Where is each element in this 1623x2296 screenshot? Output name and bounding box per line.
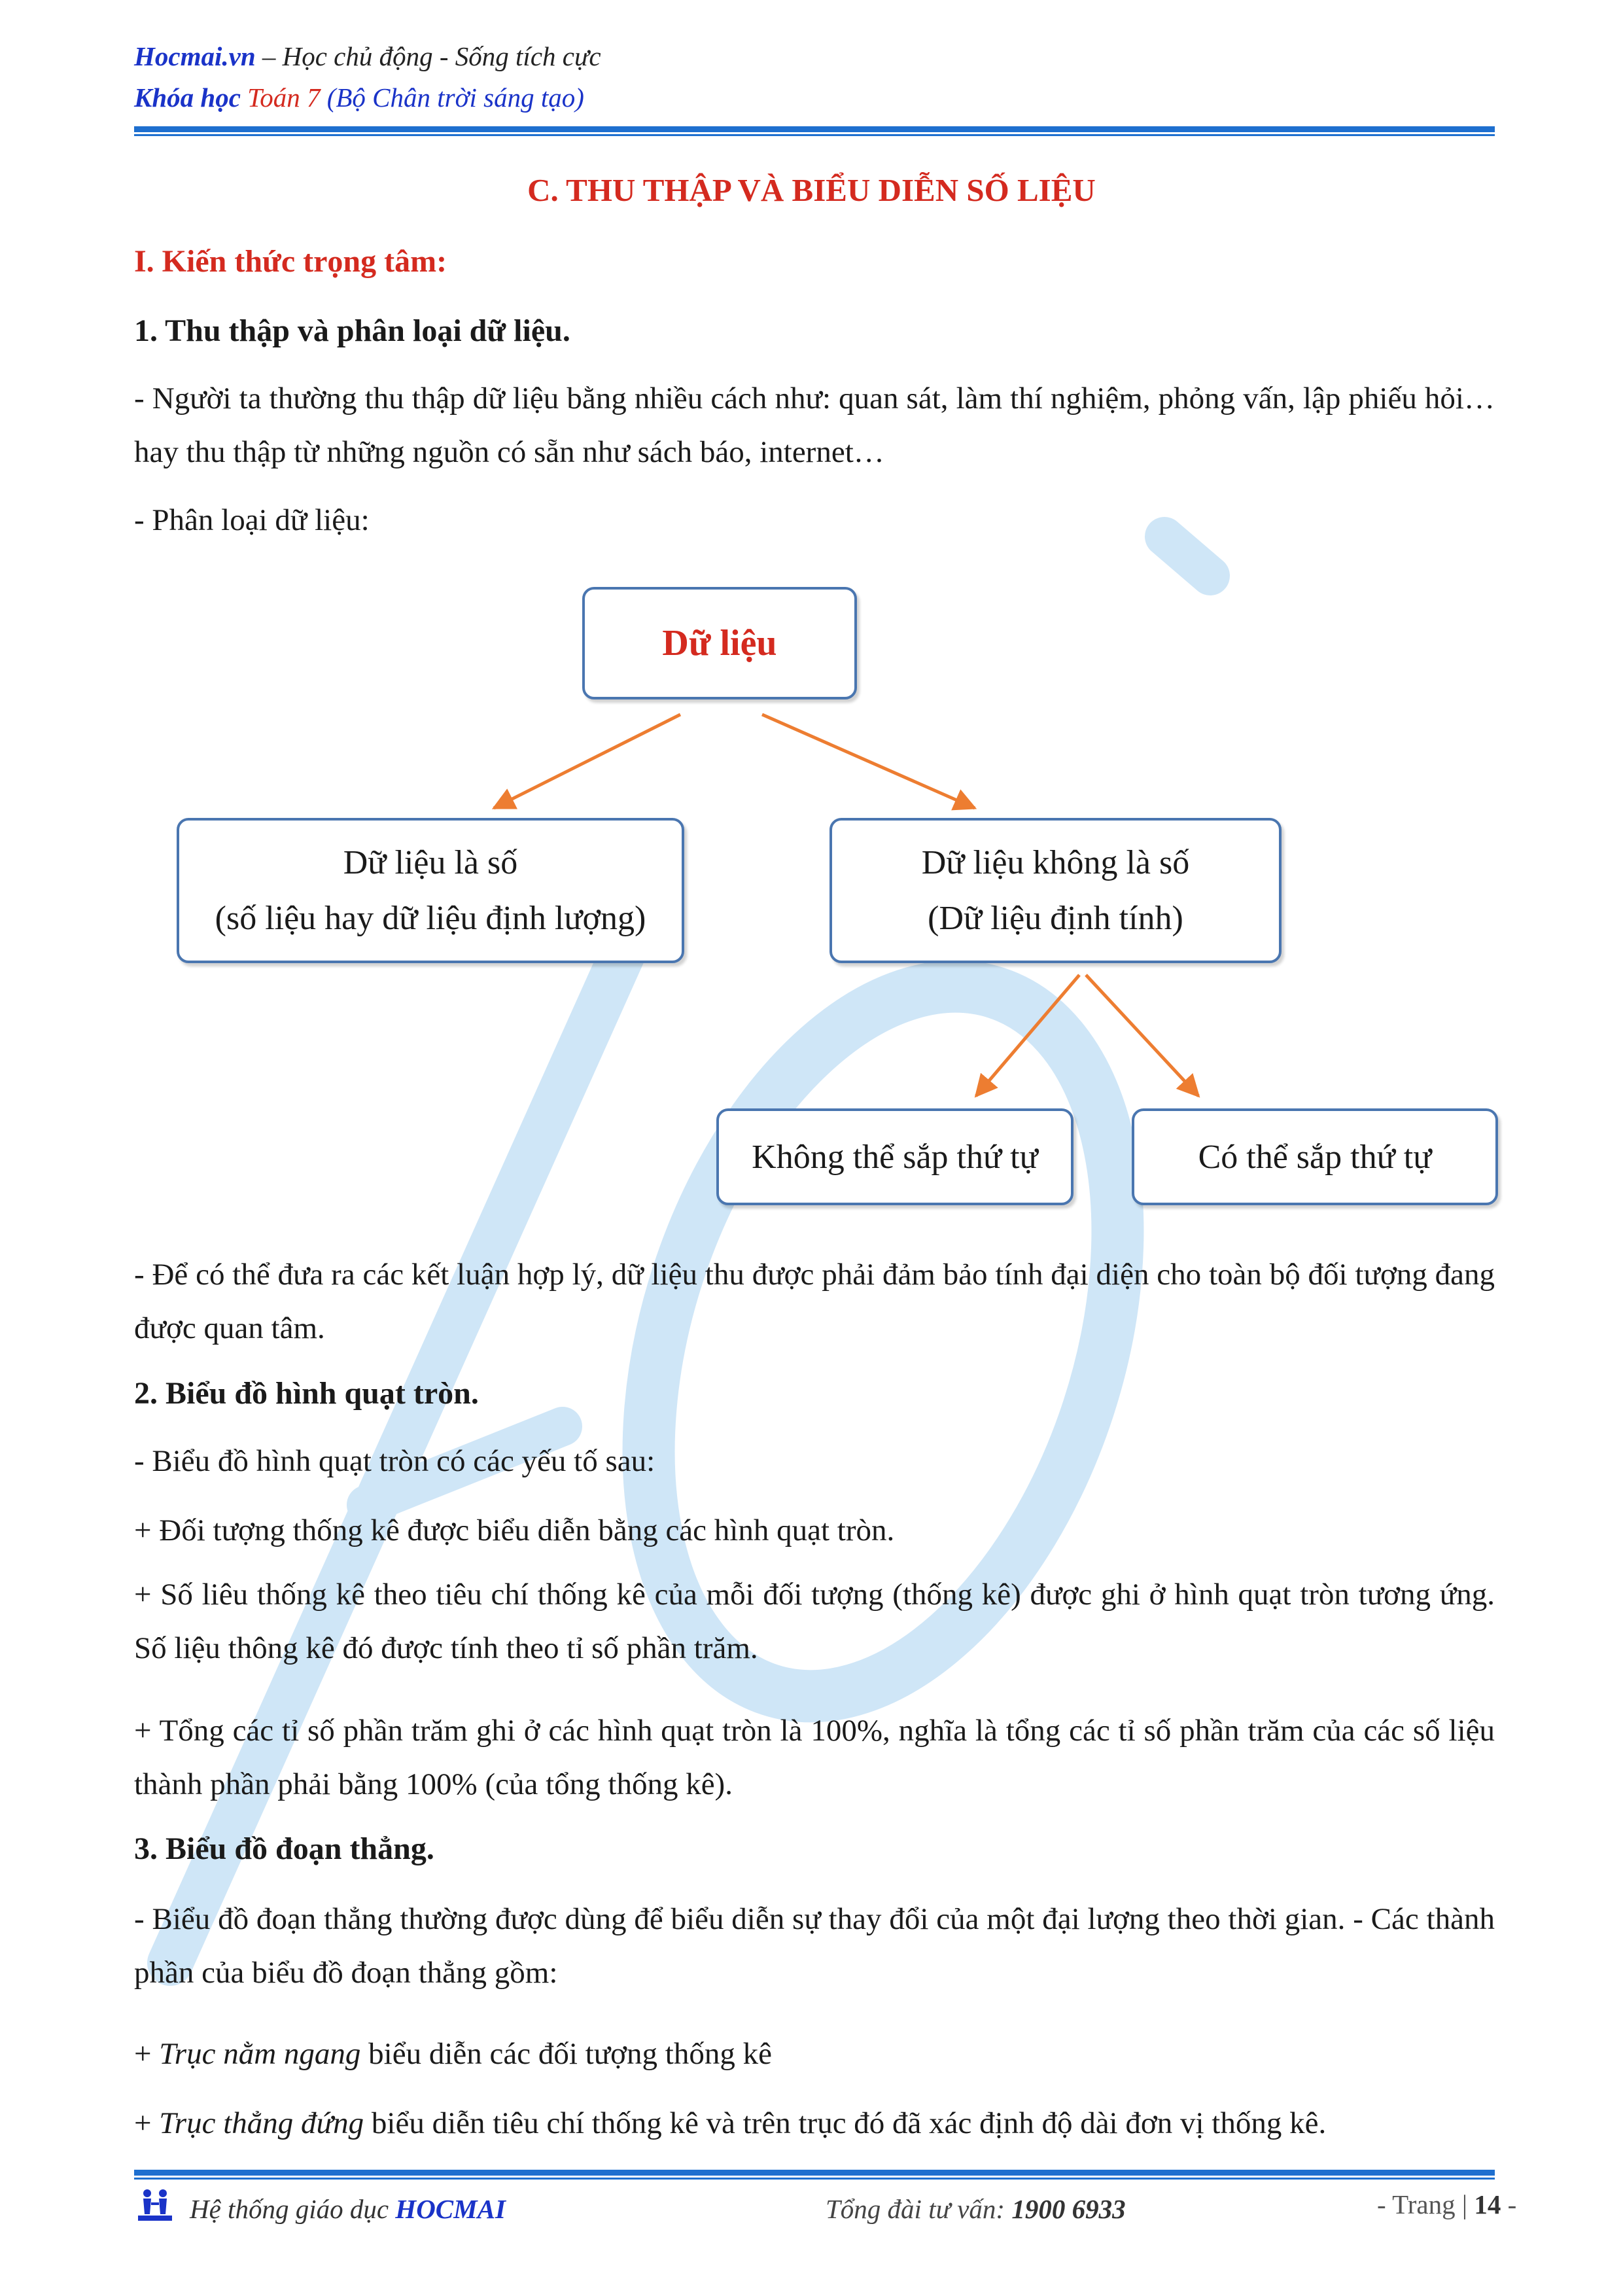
footer-phone: 1900 6933 bbox=[1011, 2194, 1126, 2224]
part-heading: I. Kiến thức trọng tâm: bbox=[134, 244, 447, 279]
diagram-nonnumeric-node bbox=[829, 818, 1282, 963]
s3-bullet2: + Trục thẳng đứng biểu diễn tiêu chí thống kê và trên trục đó đã xác định độ dài đơn vị thống kê. bbox=[134, 2106, 1327, 2140]
numeric-title: Dữ liệu là số bbox=[343, 844, 518, 881]
s3-bullet1-rest: biểu diễn các đối tượng thống kê bbox=[360, 2037, 772, 2071]
s2-bullet3: + Tổng các tỉ số phần trăm ghi ở các hình quạt tròn là 100%, nghĩa là tổng các tỉ số phần trăm của các số liệu thành phần phải bằng 100% (của tổng thống kê). bbox=[134, 1714, 1495, 1801]
arrow-root-to-nonnumeric bbox=[762, 715, 975, 808]
unordered-label: Không thể sắp thứ tự bbox=[752, 1138, 1038, 1176]
s3-bullet2-term: Trục thẳng đứng bbox=[159, 2106, 364, 2140]
s3-heading: 3. Biểu đồ đoạn thẳng. bbox=[134, 1831, 434, 1866]
s1-para2: - Phân loại dữ liệu: bbox=[134, 503, 370, 537]
header-slogan: – Học chủ động - Sống tích cực bbox=[255, 41, 601, 71]
numeric-subtitle: (số liệu hay dữ liệu định lượng) bbox=[215, 900, 646, 937]
header-course-prefix: Khóa học bbox=[134, 82, 241, 113]
s3-para: - Biểu đồ đoạn thẳng thường được dùng để biểu diễn sự thay đổi của một đại lượng theo thời gian. - Các thành phần của biểu đồ đoạn thẳng gồm: bbox=[134, 1902, 1495, 1990]
s3-bullet1-term: Trục nằm ngang bbox=[159, 2037, 361, 2071]
diagram-unordered-node bbox=[716, 1108, 1073, 1205]
page-number: 14 bbox=[1474, 2189, 1501, 2219]
s2-bullet2: + Số liêu thống kê theo tiêu chí thống kê của mỗi đối tượng (thống kê) được ghi ở hình quạt tròn tương ứng. Số liệu thông kê đó được tính theo tỉ số phần trăm. bbox=[134, 1578, 1495, 1665]
s2-intro: - Biểu đồ hình quạt tròn có các yếu tố sau: bbox=[134, 1444, 655, 1478]
header-brand[interactable]: Hocmai.vn bbox=[134, 41, 256, 71]
footer-divider-thin bbox=[134, 2178, 1495, 2180]
s1-para3: - Để có thể đưa ra các kết luận hợp lý, dữ liệu thu được phải đảm bảo tính đại diện cho toàn bộ đối tượng đang được quan tâm. bbox=[134, 1258, 1495, 1345]
s1-heading: 1. Thu thập và phân loại dữ liệu. bbox=[134, 313, 570, 348]
diagram-root-label: Dữ liệu bbox=[662, 623, 777, 663]
footer-page-prefix: - Trang | bbox=[1377, 2189, 1475, 2219]
header-course-subject: Toán 7 bbox=[240, 82, 321, 113]
footer-left-prefix: Hệ thống giáo dục bbox=[190, 2194, 396, 2224]
footer-left bbox=[190, 2193, 506, 2225]
s3-bullet2-rest: biểu diễn tiêu chí thống kê và trên trục đó đã xác định độ dài đơn vị thống kê. bbox=[364, 2106, 1327, 2140]
nonnumeric-title: Dữ liệu không là số bbox=[921, 844, 1190, 881]
nonnumeric-subtitle: (Dữ liệu định tính) bbox=[928, 900, 1183, 937]
s2-heading: 2. Biểu đồ hình quạt tròn. bbox=[134, 1376, 479, 1411]
s2-bullet1: + Đối tượng thống kê được biểu diễn bằng các hình quạt tròn. bbox=[134, 1513, 895, 1547]
diagram-ordered-node bbox=[1132, 1108, 1498, 1205]
diagram-numeric-node bbox=[177, 818, 684, 963]
footer-hotline bbox=[826, 2193, 1126, 2225]
s1-para1: - Người ta thường thu thập dữ liệu bằng nhiều cách như: quan sát, làm thí nghiệm, phỏng vấn, lập phiếu hỏi…hay thu thập từ những nguồn có sẵn như sách báo, internet… bbox=[134, 381, 1495, 469]
arrow-root-to-numeric bbox=[494, 715, 680, 808]
s3-bullet1: + Trục nằm ngang biểu diễn các đối tượng thống kê bbox=[134, 2037, 772, 2071]
hocmai-logo-icon bbox=[134, 2187, 176, 2223]
arrow-to-ordered bbox=[1086, 975, 1198, 1096]
footer-page-suffix: - bbox=[1501, 2189, 1517, 2219]
arrow-to-unordered bbox=[976, 975, 1079, 1096]
footer-page bbox=[1377, 2189, 1516, 2220]
footer-hotline-prefix: Tổng đài tư vấn: bbox=[826, 2194, 1012, 2224]
footer-brand: HOCMAI bbox=[395, 2194, 506, 2224]
header-course-book: (Bộ Chân trời sáng tạo) bbox=[320, 82, 584, 113]
diagram-root-node bbox=[582, 587, 857, 699]
section-title: C. THU THẬP VÀ BIỂU DIỄN SỐ LIỆU bbox=[527, 172, 1096, 208]
footer-divider bbox=[134, 2170, 1495, 2176]
ordered-label: Có thể sắp thứ tự bbox=[1198, 1138, 1432, 1176]
